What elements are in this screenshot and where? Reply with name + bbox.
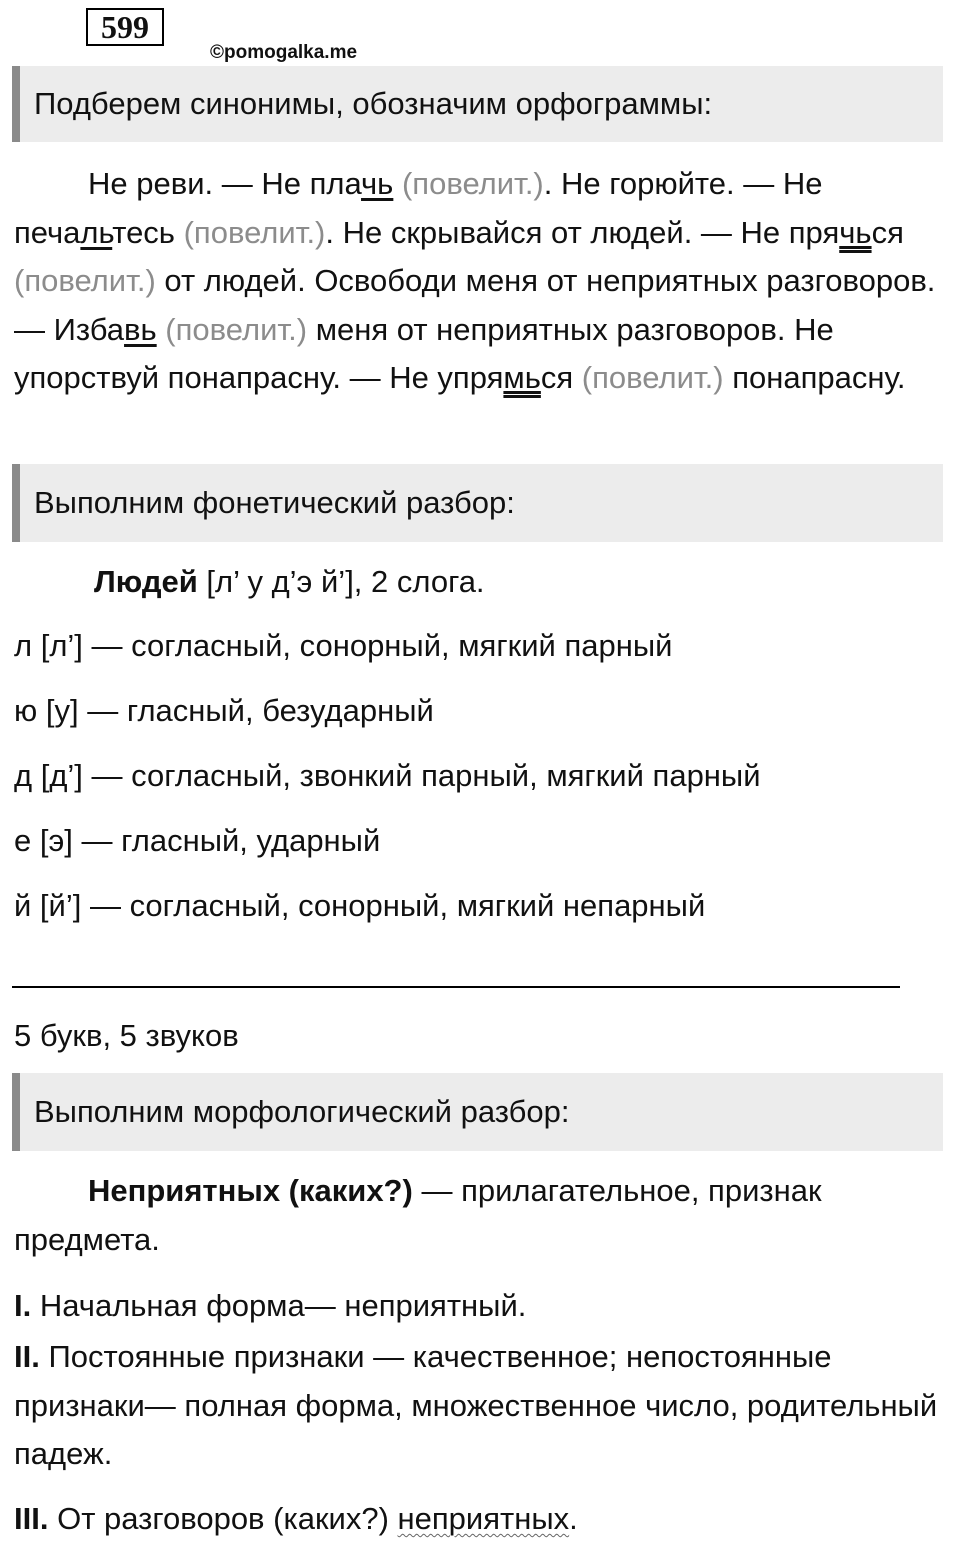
point-label: I. — [14, 1288, 32, 1323]
morph-point-1 — [14, 1282, 949, 1331]
morph-point-3 — [14, 1495, 949, 1544]
divider — [12, 986, 900, 988]
text-fragment: . Не горюйте. — Не печа — [14, 166, 823, 250]
text-fragment: понапрасну. — [732, 360, 906, 396]
section-heading-morphological: Выполним морфологический разбор: — [12, 1073, 943, 1151]
phonetic-row: й [й’] — согласный, сонорный, мягкий непарный — [14, 888, 706, 923]
mood-note: (повелит.) — [401, 166, 544, 201]
text-fragment: ся — [871, 214, 904, 250]
exercise-number: 599 — [86, 8, 164, 46]
text-fragment: Не реви. — Не пла — [88, 166, 362, 201]
orthogram: ль — [80, 214, 113, 250]
mood-note: (повелит.) — [183, 214, 326, 250]
point-end: . — [569, 1501, 578, 1536]
morph-definition: — прилагательное, признак предмета. — [14, 1173, 822, 1257]
phonetic-row: ю [у] — гласный, безударный — [14, 693, 434, 728]
morph-intro — [14, 1167, 949, 1264]
phonetic-row: л [л’] — согласный, сонорный, мягкий парный — [14, 628, 673, 663]
phonetic-word-line — [94, 558, 485, 607]
point-label: II. — [14, 1339, 40, 1374]
point-text: Постоянные признаки — качественное; непостоянные признаки— полная форма, множественное число, родительный падеж. — [14, 1339, 938, 1472]
orthogram: чь — [839, 214, 872, 250]
morph-point-2 — [14, 1333, 949, 1479]
orthogram: мь — [503, 360, 541, 396]
point-text: Начальная форма— неприятный. — [39, 1288, 527, 1323]
section-heading-phonetic: Выполним фонетический разбор: — [12, 464, 943, 542]
synonyms-paragraph — [14, 160, 949, 403]
mood-note: (повелит.) — [165, 311, 308, 347]
mood-note: (повелит.) — [581, 360, 724, 396]
text-fragment: от людей. Освободи меня от неприятных разговоров. — Изба — [14, 263, 936, 347]
section-heading-synonyms: Подберем синонимы, обозначим орфограммы: — [12, 66, 943, 142]
underlined-word: неприятных — [397, 1501, 570, 1536]
transcription: [л’ у д’э й’], 2 слога. — [206, 564, 485, 599]
text-fragment: тесь — [112, 214, 175, 250]
orthogram: вь — [124, 311, 157, 347]
copyright: ©pomogalka.me — [210, 42, 358, 63]
phonetic-row: д [д’] — согласный, звонкий парный, мягкий парный — [14, 758, 761, 793]
morph-word: Неприятных (каких?) — [88, 1173, 413, 1208]
orthogram: чь — [361, 166, 394, 201]
point-label: III. — [14, 1501, 49, 1536]
phonetic-word: Людей — [94, 564, 198, 599]
point-text: От разговоров (каких?) — [57, 1501, 389, 1536]
phonetic-row: е [э] — гласный, ударный — [14, 823, 381, 858]
mood-note: (повелит.) — [14, 263, 156, 299]
text-fragment: . Не скрывайся от людей. — Не пря — [325, 214, 840, 250]
letters-sounds-summary: 5 букв, 5 звуков — [14, 1018, 239, 1053]
text-fragment: ся — [540, 360, 574, 396]
text-fragment: меня от неприятных разговоров. Не упорствуй понапрасну. — Не упря — [14, 311, 834, 396]
